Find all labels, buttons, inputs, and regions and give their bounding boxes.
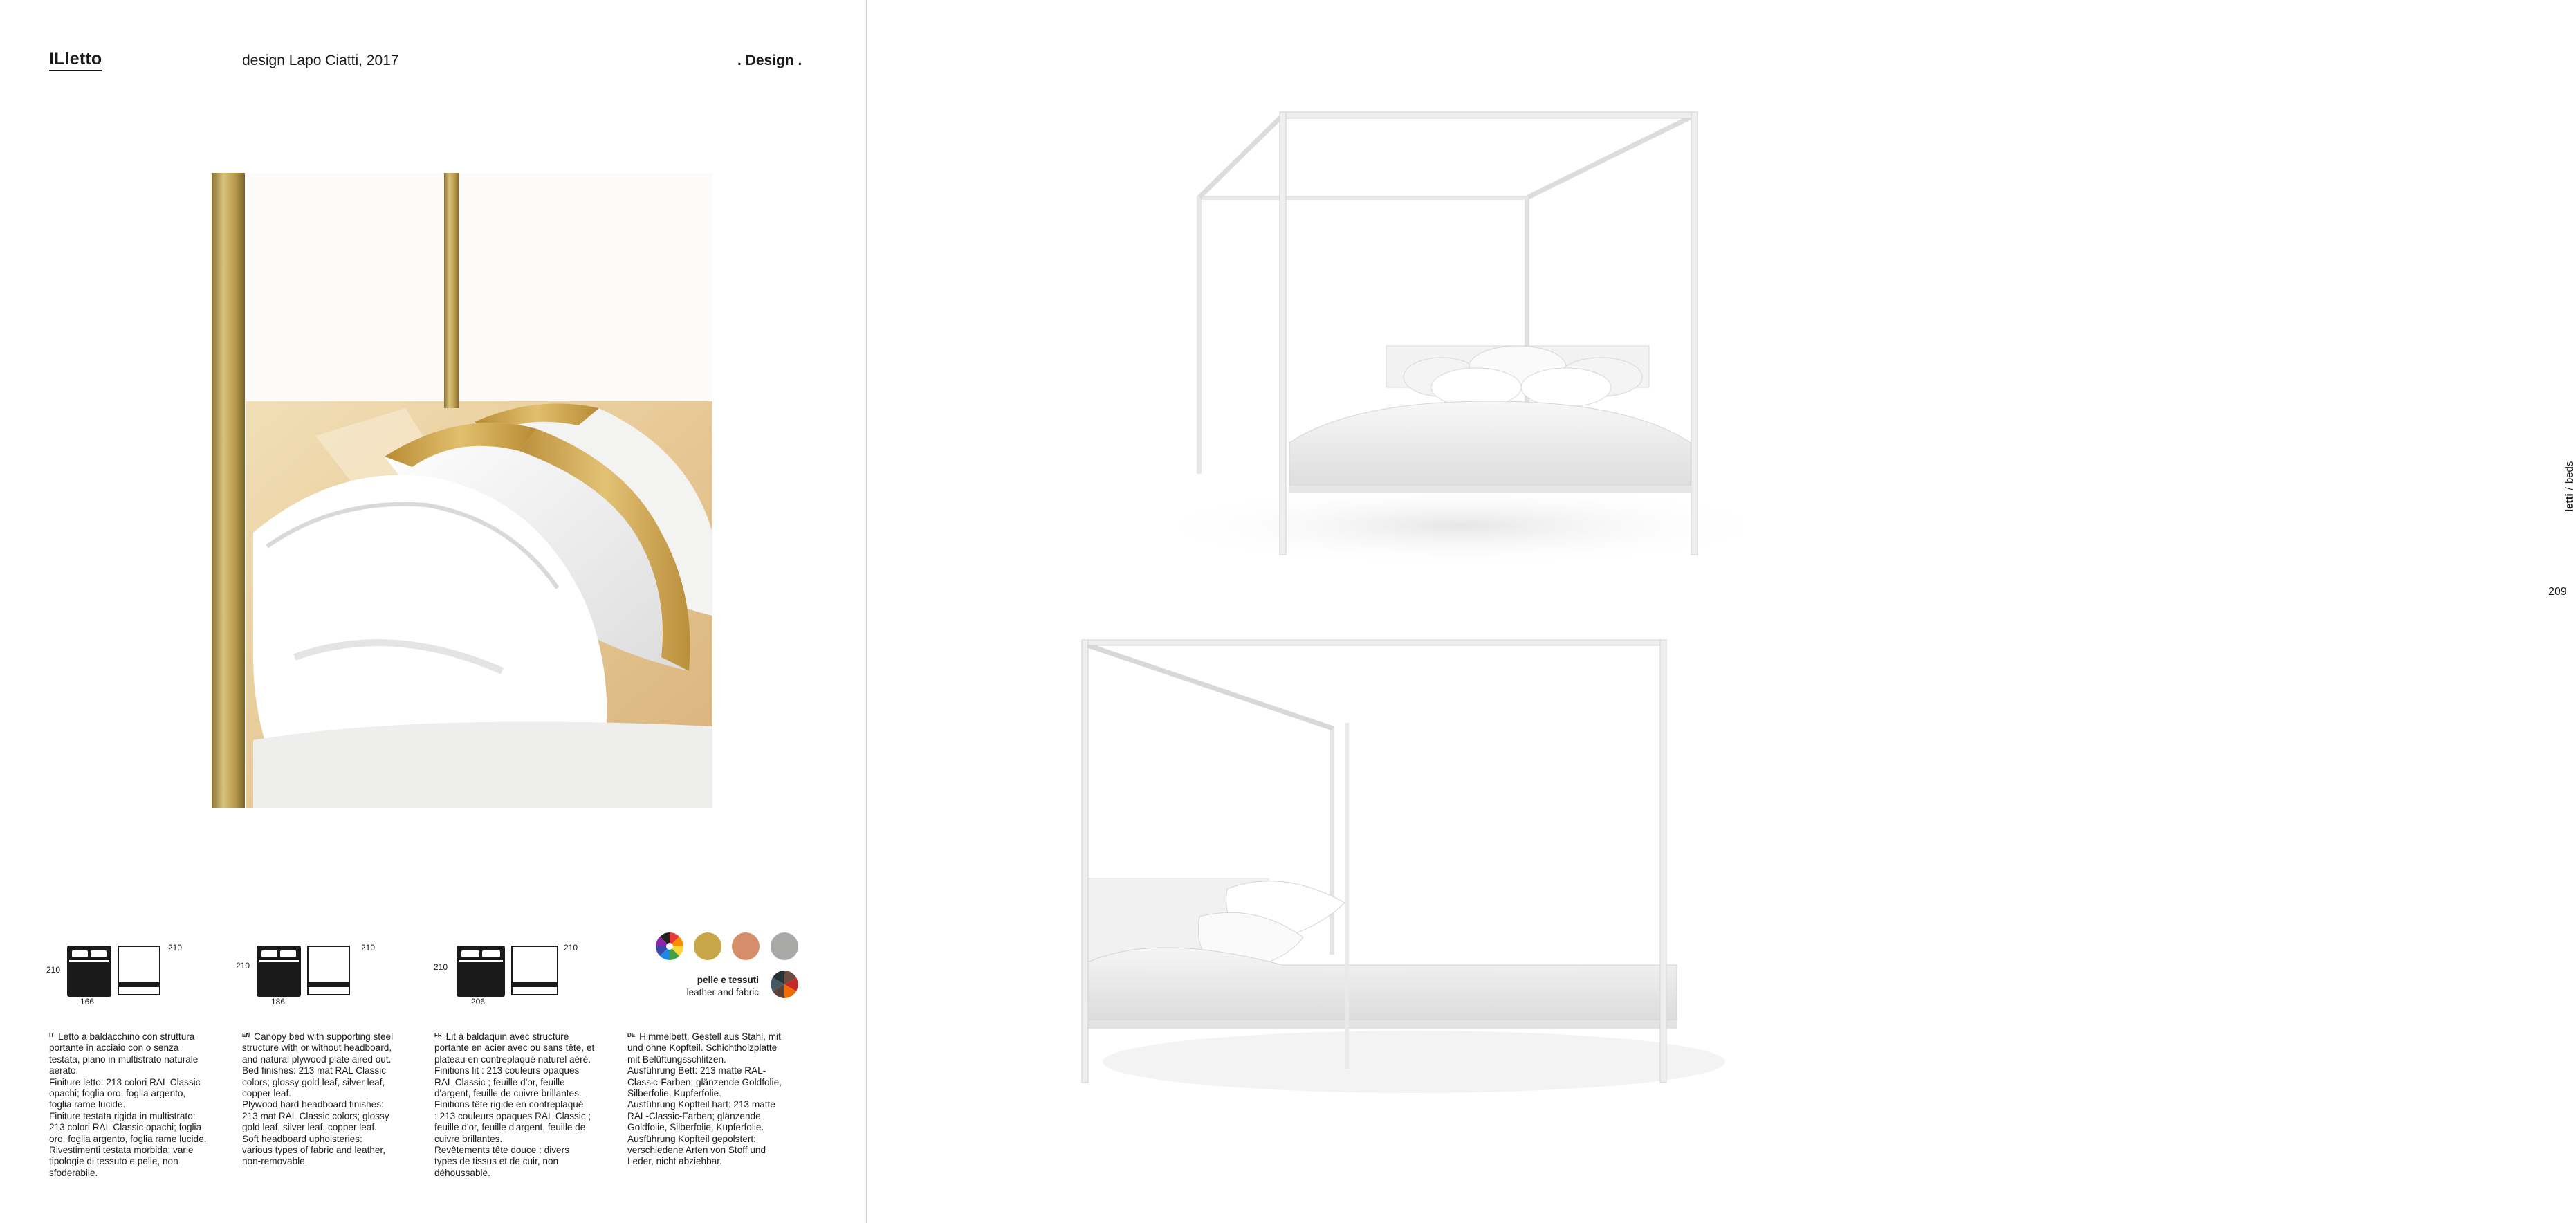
lang-code: EN — [242, 1032, 250, 1038]
text-line: déhoussable. — [434, 1167, 490, 1178]
bed-top-view-icon — [257, 946, 301, 997]
text-line: and natural plywood plate aired out. — [242, 1054, 392, 1065]
text-line: tipologie di tessuto e pelle, non — [49, 1156, 178, 1167]
lang-code: DE — [627, 1032, 636, 1038]
text-line: Ausführung Bett: 213 matte RAL- — [627, 1065, 766, 1076]
dim-height: 210 — [168, 943, 183, 953]
copper-leaf-swatch — [732, 932, 760, 960]
text-line: Goldfolie, Silberfolie, Kupferfolie. — [627, 1122, 764, 1133]
bed-top-view-icon — [457, 946, 505, 997]
page-number: 209 — [2548, 586, 2567, 598]
text-line: plateau en contreplaqué naturel aéré. — [434, 1054, 591, 1065]
lang-code: IT — [49, 1032, 55, 1038]
dim-height: 210 — [361, 943, 376, 953]
dim-length: 210 — [434, 962, 448, 972]
text-line: Himmelbett. Gestell aus Stahl, mit — [639, 1031, 781, 1042]
text-line: foglia rame lucide. — [49, 1099, 126, 1110]
designer-credit: design Lapo Ciatti, 2017 — [242, 53, 399, 68]
text-line: Rivestimenti testata morbida: varie — [49, 1145, 194, 1156]
text-line: Revêtements tête douce : divers — [434, 1145, 569, 1156]
text-line: 213 mat RAL Classic colors; glossy — [242, 1110, 389, 1121]
bed-size-186 — [236, 943, 374, 1009]
headboard-detail-illustration — [212, 173, 712, 808]
dim-width: 186 — [271, 997, 286, 1006]
bed-size-206 — [434, 943, 578, 1009]
text-line: Finiture testata rigida in multistrato: — [49, 1110, 196, 1121]
dim-length: 210 — [236, 961, 250, 971]
category-separator: / — [2564, 487, 2575, 490]
text-line: types de tissus et de cuir, non — [434, 1156, 559, 1167]
bed-side-view-icon — [118, 946, 160, 995]
product-title: ILletto — [49, 48, 102, 71]
text-line: d'argent, feuille de cuivre brillantes. — [434, 1088, 582, 1099]
page-gutter — [866, 0, 867, 1223]
leather-fabric-swatch-icon — [771, 971, 798, 998]
text-line: colors; glossy gold leaf, silver leaf, — [242, 1076, 385, 1087]
text-line: aerato. — [49, 1065, 79, 1076]
text-line: RAL Classic ; feuille d'or, feuille — [434, 1076, 565, 1087]
text-line: portante in acciaio con o senza — [49, 1042, 179, 1054]
text-line: non-removable. — [242, 1156, 308, 1167]
text-line: Soft headboard upholsteries: — [242, 1133, 362, 1144]
headboard-detail-photo — [212, 173, 712, 808]
text-line: feuille d'or, feuille d'argent, feuille de — [434, 1122, 586, 1133]
text-line: RAL-Classic-Farben; glänzende — [627, 1110, 761, 1121]
silver-leaf-swatch — [771, 932, 798, 960]
text-line: sfoderabile. — [49, 1167, 98, 1178]
text-line: opachi; foglia oro, foglia argento, — [49, 1088, 186, 1099]
collection-label: . Design . — [737, 53, 802, 68]
right-page — [867, 0, 2575, 1223]
text-line: 213 colori RAL Classic opachi; foglia — [49, 1122, 202, 1133]
text-line: portante en acier avec ou sans tête, et — [434, 1042, 595, 1054]
text-line: : 213 couleurs opaques RAL Classic ; — [434, 1110, 591, 1121]
left-page — [0, 0, 866, 1223]
text-line: Letto a baldacchino con struttura — [58, 1031, 195, 1042]
bed-side-view-icon — [511, 946, 558, 995]
bed-size-166 — [46, 943, 185, 1009]
text-line: Silberfolie, Kupferfolie. — [627, 1088, 722, 1099]
dim-height: 210 — [564, 943, 578, 953]
text-line: Finiture letto: 213 colori RAL Classic — [49, 1076, 201, 1087]
text-line: Canopy bed with supporting steel — [254, 1031, 394, 1042]
description-it — [49, 1030, 230, 1179]
dim-length: 210 — [46, 965, 61, 975]
text-line: Ausführung Kopfteil hart: 213 matte — [627, 1099, 775, 1110]
text-line: Ausführung Kopfteil gepolstert: — [627, 1133, 756, 1144]
text-line: structure with or without headboard, — [242, 1042, 392, 1054]
text-line: Lit à baldaquin avec structure — [445, 1031, 569, 1042]
dim-width: 166 — [80, 997, 95, 1006]
text-line: Bed finishes: 213 mat RAL Classic — [242, 1065, 387, 1076]
text-line: mit Belüftungsschlitzen. — [627, 1054, 726, 1065]
bed-side-view-icon — [307, 946, 350, 995]
finish-title: pelle e tessuti — [697, 975, 759, 985]
text-line: copper leaf. — [242, 1088, 292, 1099]
description-fr — [434, 1030, 616, 1179]
text-line: und ohne Kopfteil. Schichtholzplatte — [627, 1042, 778, 1054]
gold-leaf-swatch — [694, 932, 721, 960]
lang-code: FR — [434, 1032, 442, 1038]
text-line: verschiedene Arten von Stoff und — [627, 1145, 766, 1156]
text-line: testata, piano in multistrato naturale — [49, 1054, 199, 1065]
text-line: Leder, nicht abziehbar. — [627, 1156, 722, 1167]
description-en — [242, 1030, 423, 1168]
text-line: cuivre brillantes. — [434, 1133, 503, 1144]
canopy-bed-angled-photo — [1054, 640, 1718, 1110]
text-line: Classic-Farben; glänzende Goldfolie, — [627, 1076, 782, 1087]
category-en: beds — [2564, 461, 2575, 484]
ral-colors-swatch-icon — [656, 932, 683, 960]
text-line: gold leaf, silver leaf, copper leaf. — [242, 1122, 377, 1133]
description-de — [627, 1030, 809, 1168]
category-label — [2564, 461, 2576, 512]
bed-top-view-icon — [67, 946, 111, 997]
dim-width: 206 — [471, 997, 486, 1006]
text-line: oro, foglia argento, foglia rame lucide. — [49, 1133, 207, 1144]
text-line: various types of fabric and leather, — [242, 1145, 386, 1156]
finish-subtitle: leather and fabric — [686, 987, 759, 997]
text-line: Finitions lit : 213 couleurs opaques — [434, 1065, 580, 1076]
text-line: Plywood hard headboard finishes: — [242, 1099, 384, 1110]
text-line: Finitions tête rigide en contreplaqué — [434, 1099, 584, 1110]
category-it: letti — [2564, 493, 2575, 512]
canopy-bed-front-photo — [1075, 104, 1767, 588]
